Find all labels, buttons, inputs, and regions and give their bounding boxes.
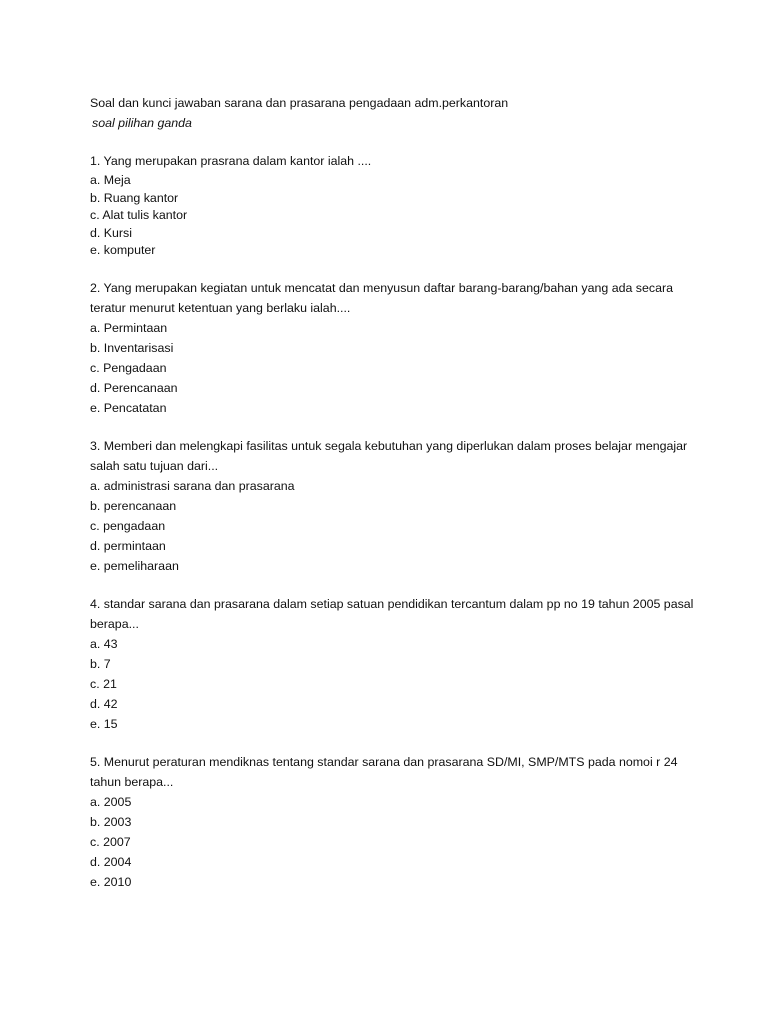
question-text: 3. Memberi dan melengkapi fasilitas untuk segala kebutuhan yang diperlukan dalam proses belajar mengajar salah satu tujuan dari... [90,438,688,473]
question-text: 4. standar sarana dan prasarana dalam setiap satuan pendidikan tercantum dalam pp no 19 tahun 2005 pasal berapa... [90,596,694,631]
option-c: c. Alat tulis kantor [90,208,188,222]
option-d: d. 42 [90,696,118,711]
option-e: e. 2010 [90,874,132,889]
option-a: a. Permintaan [90,320,168,335]
document-page [90,93,710,892]
question-4 [90,594,710,734]
document-title: Soal dan kunci jawaban sarana dan prasarana pengadaan adm.perkantoran [90,96,509,110]
option-a: a. administrasi sarana dan prasarana [90,478,295,493]
option-d: d. 2004 [90,854,132,869]
question-text: 5. Menurut peraturan mendiknas tentang standar sarana dan prasarana SD/MI, SMP/MTS pada nomoi r 24 tahun berapa... [90,754,678,789]
option-b: b. Inventarisasi [90,340,174,355]
option-b: b. 7 [90,656,111,671]
option-d: d. Perencanaan [90,380,178,395]
question-text: 2. Yang merupakan kegiatan untuk mencatat dan menyusun daftar barang-barang/bahan yang ada secara teratur menurut ketentuan yang berlaku ialah.... [90,280,673,315]
option-b: b. Ruang kantor [90,190,179,205]
option-e: e. 15 [90,716,118,731]
question-5 [90,752,710,892]
document-subtitle: soal pilihan ganda [92,116,192,130]
option-a: a. Meja [90,173,131,187]
option-b: b. 2003 [90,814,132,829]
option-e: e. Pencatatan [90,400,167,415]
option-a: a. 43 [90,636,118,651]
option-c: c. 21 [90,676,117,691]
question-1 [90,151,710,260]
option-d: d. permintaan [90,538,166,553]
option-e: e. pemeliharaan [90,558,179,573]
question-2 [90,278,710,418]
question-text: 1. Yang merupakan prasrana dalam kantor ialah .... [90,154,372,168]
option-b: b. perencanaan [90,498,177,513]
option-a: a. 2005 [90,794,132,809]
option-e: e. komputer [90,243,156,257]
option-c: c. pengadaan [90,518,166,533]
option-c: c. 2007 [90,834,131,849]
question-3 [90,436,710,576]
option-d: d. Kursi [90,225,133,240]
option-c: c. Pengadaan [90,360,167,375]
